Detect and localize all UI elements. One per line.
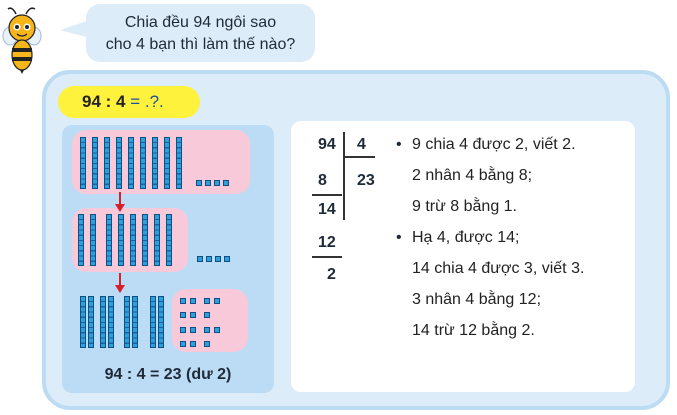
unit-cube (223, 180, 229, 186)
arrow-down-icon (115, 192, 125, 212)
ten-rod (158, 296, 164, 348)
remainder-2: 2 (327, 266, 336, 283)
ten-rod (164, 137, 170, 189)
divisor: 4 (357, 136, 366, 153)
subtract-2: 12 (318, 234, 336, 251)
ten-rod (90, 214, 96, 266)
bullet: • (396, 136, 402, 153)
ten-rod (154, 214, 160, 266)
unit-cube (215, 256, 221, 262)
unit-cube (180, 341, 186, 347)
unit-cube (190, 327, 196, 333)
ten-rod (124, 296, 130, 348)
ten-rod (100, 296, 106, 348)
bullet: • (396, 229, 402, 246)
ten-rod (88, 296, 94, 348)
unit-cube (206, 256, 212, 262)
unit-cube (214, 327, 220, 333)
bubble-line-1: Chia đều 94 ngôi sao (124, 14, 277, 31)
unit-cube (190, 341, 196, 347)
quotient: 23 (357, 172, 375, 189)
step-line: 9 chia 4 được 2, viết 2. (412, 136, 576, 153)
equation-title-rhs: = .?. (125, 92, 164, 111)
step-line: 2 nhân 4 bằng 8; (412, 167, 533, 184)
unit-cube (224, 256, 230, 262)
unit-cube (214, 180, 220, 186)
bubble-line-2: cho 4 bạn thì làm thế nào? (105, 36, 296, 53)
subtract-2-line (312, 256, 342, 258)
unit-cube (204, 327, 210, 333)
unit-cube (190, 312, 196, 318)
ten-rod (142, 214, 148, 266)
dividend: 94 (318, 136, 336, 153)
ten-rod (116, 137, 122, 189)
ten-rod (166, 214, 172, 266)
ten-rod (152, 137, 158, 189)
unit-cube (180, 298, 186, 304)
unit-cube (190, 298, 196, 304)
step-line: 14 trừ 12 bằng 2. (412, 322, 535, 339)
step-line: Hạ 4, được 14; (412, 229, 520, 246)
ten-rod (108, 296, 114, 348)
subtract-1-line (312, 194, 342, 196)
unit-cube (196, 180, 202, 186)
ten-rod (118, 214, 124, 266)
step-line: 9 trừ 8 bằng 1. (412, 198, 517, 215)
ten-rod (104, 137, 110, 189)
equation-title-lhs: 94 : 4 (82, 92, 126, 111)
step-line: 14 chia 4 được 3, viết 3. (412, 260, 585, 277)
unit-cube (197, 256, 203, 262)
ten-rod (80, 296, 86, 348)
division-divisor-line (343, 156, 375, 158)
unit-cube (204, 341, 210, 347)
ten-rod (132, 296, 138, 348)
ten-rod (176, 137, 182, 189)
unit-cube (204, 298, 210, 304)
unit-cube (204, 312, 210, 318)
step-line: 3 nhân 4 bằng 12; (412, 291, 542, 308)
division-result: 94 : 4 = 23 (dư 2) (104, 366, 232, 383)
ten-rod (150, 296, 156, 348)
ten-rod (140, 137, 146, 189)
subtract-1: 8 (318, 172, 327, 189)
ten-rod (92, 137, 98, 189)
ten-rod (130, 214, 136, 266)
unit-cube (180, 327, 186, 333)
unit-cube (180, 312, 186, 318)
division-vertical-line (343, 132, 345, 220)
ten-rod (78, 214, 84, 266)
ten-rod (106, 214, 112, 266)
ten-rod (128, 137, 134, 189)
ten-rod (80, 137, 86, 189)
unit-cube (205, 180, 211, 186)
unit-cube (214, 298, 220, 304)
remainder-1: 14 (318, 201, 336, 218)
arrow-down-icon (115, 273, 125, 293)
